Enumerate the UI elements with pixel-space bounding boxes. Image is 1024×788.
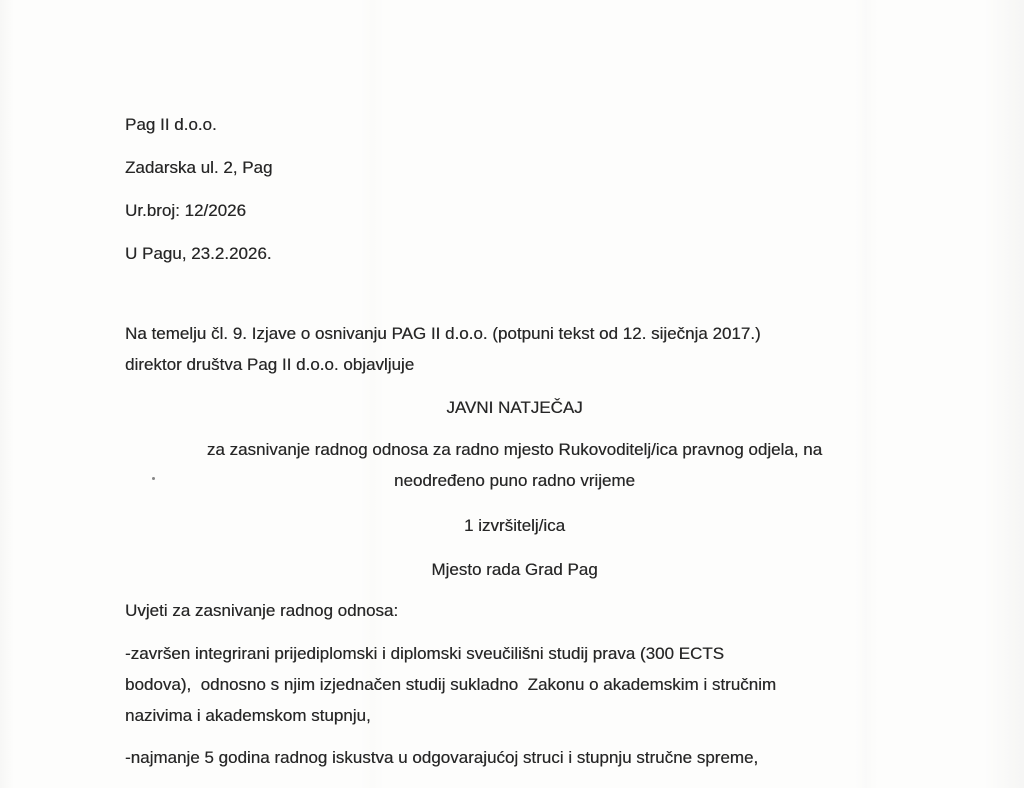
company-name: Pag II d.o.o. [125,115,217,134]
intro-line-2: direktor društva Pag II d.o.o. objavljuje [125,355,415,374]
condition-education [125,638,904,731]
subtitle-line-1: za zasnivanje radnog odnosa za radno mjesto Rukovoditelj/ica pravnog odjela, na [206,440,823,459]
scan-artifact-dot [152,477,155,480]
intro-paragraph [125,318,904,380]
place-and-date: U Pagu, 23.2.2026. [125,244,272,263]
work-location: Mjesto rada Grad Pag [431,560,598,579]
reference-number: Ur.broj: 12/2026 [125,201,246,220]
conditions-heading: Uvjeti za zasnivanje radnog odnosa: [125,601,399,620]
condition-experience: -najmanje 5 godina radnog iskustva u odgovarajućoj struci i stupnju stručne spreme, [125,748,759,767]
condition-education-line-2: bodova), odnosno s njim izjednačen studij sukladno Zakonu o akademskim i stručnim [125,675,777,694]
company-address: Zadarska ul. 2, Pag [125,158,273,177]
subtitle-line-2: neodređeno puno radno vrijeme [393,471,635,490]
number-of-positions: 1 izvršitelj/ica [463,516,566,535]
document-title: JAVNI NATJEČAJ [446,398,583,417]
condition-education-line-1: -završen integrirani prijediplomski i diplomski sveučilišni studij prava (300 ECTS [125,644,725,663]
vacancy-subtitle [125,434,904,496]
condition-education-line-3: nazivima i akademskom stupnju, [125,706,371,725]
intro-line-1: Na temelju čl. 9. Izjave o osnivanju PAG II d.o.o. (potpuni tekst od 12. siječnja 2017.) [125,324,761,343]
